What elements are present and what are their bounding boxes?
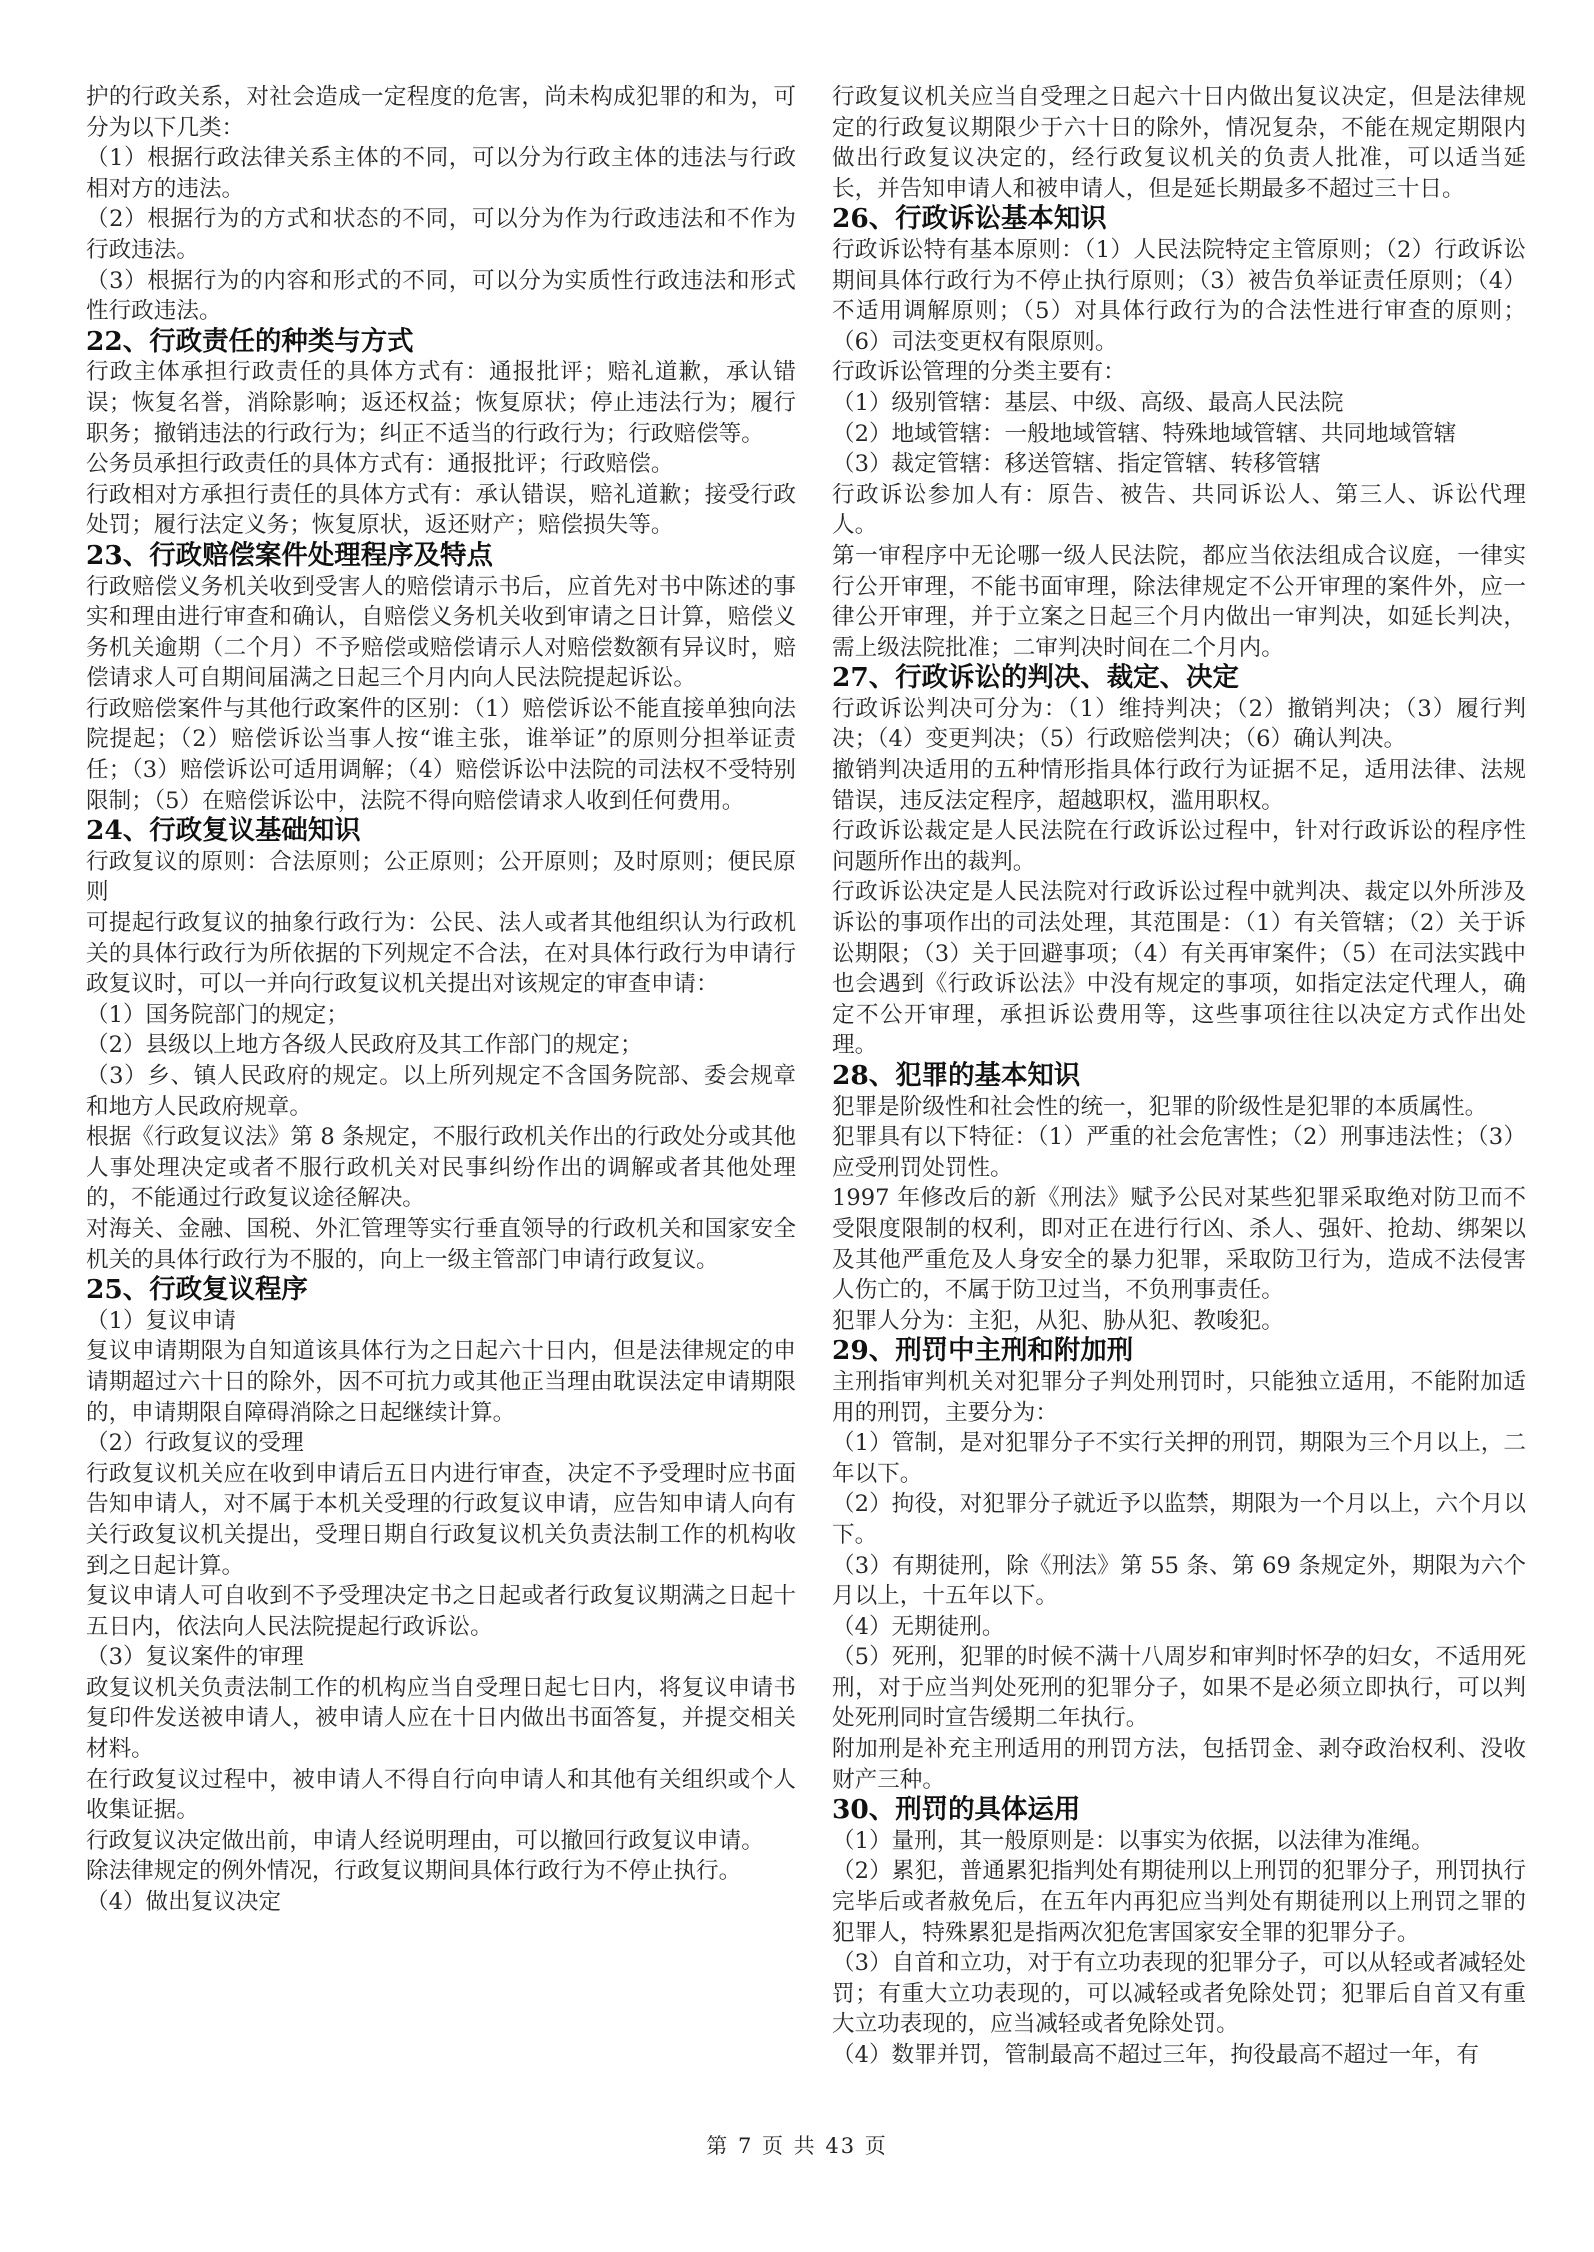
paragraph: 公务员承担行政责任的具体方式有：通报批评；行政赔偿。 (86, 451, 674, 478)
paragraph: （1）国务院部门的规定； (86, 1001, 349, 1028)
paragraph: 政复议机关负责法制工作的机构应当自受理日起七日内，将复议申请书复印件发送被申请人，被申请人应在十日内做出书面答复，并提交相关材料。 (86, 1674, 796, 1763)
section-heading: 28、犯罪的基本知识 (832, 1060, 1081, 1091)
paragraph: （3）根据行为的内容和形式的不同，可以分为实质性行政违法和形式性行政违法。 (86, 267, 796, 325)
paragraph: （1）复议申请 (86, 1307, 236, 1334)
left-column (86, 82, 796, 1918)
paragraph: 犯罪人分为：主犯，从犯、胁从犯、教唆犯。 (832, 1307, 1284, 1334)
paragraph: （2）行政复议的受理 (86, 1430, 304, 1457)
paragraph: 行政诉讼裁定是人民法院在行政诉讼过程中，针对行政诉讼的程序性问题所作出的裁判。 (832, 818, 1526, 875)
paragraph: （3）自首和立功，对于有立功表现的犯罪分子，可以从轻或者减轻处罚；有重大立功表现的，可以减轻或者免除处罚；犯罪后自首又有重大立功表现的，应当减轻或者免除处罚。 (832, 1950, 1526, 2038)
right-column (832, 82, 1526, 2071)
paragraph: （3）有期徒刑，除《刑法》第 55 条、第 69 条规定外，期限为六个月以上，十五年以下。 (832, 1552, 1526, 1610)
paragraph: 可提起行政复议的抽象行政行为：公民、法人或者其他组织认为行政机关的具体行政行为所依据的下列规定不合法，在对具体行政行为申请行政复议时，可以一并向行政复议机关提出对该规定的审查申请： (86, 910, 796, 998)
page-footer: 第 7 页 共 43 页 (706, 2134, 888, 2158)
paragraph: （1）量刑，其一般原则是：以事实为依据，以法律为准绳。 (832, 1827, 1434, 1854)
paragraph: 复议申请人可自收到不予受理决定书之日起或者行政复议期满之日起十五日内，依法向人民法院提起行政诉讼。 (86, 1583, 796, 1640)
paragraph: 1997 年修改后的新《刑法》赋予公民对某些犯罪采取绝对防卫而不受限度限制的权利，即对正在进行行凶、杀人、强奸、抢劫、绑架以及其他严重危及人身安全的暴力犯罪，采取防卫行为，造成不法侵害人伤亡的，不属于防卫过当，不负刑事责任。 (832, 1185, 1526, 1304)
paragraph: 复议申请期限为自知道该具体行为之日起六十日内，但是法律规定的申请期超过六十日的除外，因不可抗力或其他正当理由耽误法定申请期限的，申请期限自障碍消除之日起继续计算。 (86, 1338, 796, 1426)
paragraph: 行政复议决定做出前，申请人经说明理由，可以撤回行政复议申请。 (86, 1827, 764, 1854)
paragraph: （4）做出复议决定 (86, 1889, 282, 1916)
paragraph: （2）累犯，普通累犯指判处有期徒刑以上刑罚的犯罪分子，刑罚执行完毕后或者赦免后，在五年内再犯应当判处有期徒刑以上刑罚之罪的犯罪人，特殊累犯是指两次犯危害国家安全罪的犯罪分子。 (832, 1858, 1526, 1946)
paragraph: （4）无期徒刑。 (832, 1613, 1005, 1640)
paragraph: 行政诉讼判决可分为：（1）维持判决；（2）撤销判决；（3）履行判决；（4）变更判决；（5）行政赔偿判决；（6）确认判决。 (832, 695, 1526, 753)
section-heading: 22、行政责任的种类与方式 (86, 325, 414, 357)
paragraph: （2）拘役，对犯罪分子就近予以监禁，期限为一个月以上，六个月以下。 (832, 1491, 1526, 1548)
paragraph: 行政相对方承担行责任的具体方式有：承认错误，赔礼道歉；接受行政处罚；履行法定义务；恢复原状，返还财产；赔偿损失等。 (86, 481, 796, 539)
paragraph: （1）根据行政法律关系主体的不同，可以分为行政主体的违法与行政相对方的违法。 (86, 145, 796, 202)
section-heading: 23、行政赔偿案件处理程序及特点 (86, 539, 493, 571)
paragraph: 行政诉讼特有基本原则：（1）人民法院特定主管原则；（2）行政诉讼期间具体行政行为不停止执行原则；（3）被告负举证责任原则；（4）不适用调解原则；（5）对具体行政行为的合法性进行审查的原则；（6）司法变更权有限原则。 (832, 236, 1526, 355)
paragraph: 在行政复议过程中，被申请人不得自行向申请人和其他有关组织或个人收集证据。 (86, 1766, 796, 1824)
paragraph: 行政复议机关应当自受理之日起六十日内做出复议决定，但是法律规定的行政复议期限少于六十日的除外，情况复杂，不能在规定期限内做出行政复议决定的，经行政复议机关的负责人批准，可以适当延长，并告知申请人和被申请人，但是延长期最多不超过三十日。 (832, 84, 1526, 202)
paragraph: 对海关、金融、国税、外汇管理等实行垂直领导的行政机关和国家安全机关的具体行政行为不服的，向上一级主管部门申请行政复议。 (86, 1215, 796, 1273)
paragraph: （1）级别管辖：基层、中级、高级、最高人民法院 (832, 389, 1344, 416)
paragraph: 行政复议机关应在收到申请后五日内进行审查，决定不予受理时应书面告知申请人，对不属于本机关受理的行政复议申请，应告知申请人向有关行政复议机关提出，受理日期自行政复议机关负责法制工作的机构收到之日起计算。 (86, 1460, 796, 1579)
paragraph: （2）地域管辖：一般地域管辖、特殊地域管辖、共同地域管辖 (832, 420, 1457, 447)
paragraph: 行政赔偿义务机关收到受害人的赔偿请示书后，应首先对书中陈述的事实和理由进行审查和确认，自赔偿义务机关收到审请之日计算，赔偿义务机关逾期（二个月）不予赔偿或赔偿请示人对赔偿数额有异议时，赔偿请求人可自期间届满之日起三个月内向人民法院提起诉讼。 (86, 573, 796, 692)
section-heading: 24、行政复议基础知识 (86, 815, 361, 847)
paragraph: 撤销判决适用的五种情形指具体行政行为证据不足，适用法律、法规错误，违反法定程序，超越职权，滥用职权。 (832, 757, 1526, 814)
paragraph: （3）复议案件的审理 (86, 1644, 304, 1671)
paragraph: 附加刑是补充主刑适用的刑罚方法，包括罚金、剥夺政治权利、没收财产三种。 (832, 1736, 1526, 1793)
section-heading: 25、行政复议程序 (86, 1274, 308, 1306)
paragraph: 行政诉讼管理的分类主要有： (832, 359, 1126, 386)
paragraph: 行政复议的原则：合法原则；公正原则；公开原则；及时原则；便民原则 (86, 848, 796, 906)
paragraph: （4）数罪并罚，管制最高不超过三年，拘役最高不超过一年，有 (832, 2042, 1479, 2068)
paragraph: （2）根据行为的方式和状态的不同，可以分为作为行政违法和不作为行政违法。 (86, 206, 796, 263)
paragraph: 第一审程序中无论哪一级人民法院，都应当依法组成合议庭，一律实行公开审理，不能书面审理，除法律规定不公开审理的案件外，应一律公开审理，并于立案之日起三个月内做出一审判决，如延长判决，需上级法院批准；二审判决时间在二个月内。 (832, 542, 1526, 661)
paragraph: （1）管制，是对犯罪分子不实行关押的刑罚，期限为三个月以上，二年以下。 (832, 1430, 1526, 1487)
paragraph: （2）县级以上地方各级人民政府及其工作部门的规定； (86, 1032, 643, 1059)
section-heading: 29、刑罚中主刑和附加刑 (832, 1335, 1134, 1367)
paragraph: 行政诉讼决定是人民法院对行政诉讼过程中就判决、裁定以外所涉及诉讼的事项作出的司法处理，其范围是：（1）有关管辖；（2）关于诉讼期限；（3）关于回避事项；（4）有关再审案件；（5）在司法实践中也会遇到《行政诉讼法》中没有规定的事项，如指定法定代理人，确定不公开审理，承担诉讼费用等，这些事项往往以决定方式作出处理。 (832, 879, 1526, 1059)
paragraph: 犯罪具有以下特征：（1）严重的社会危害性；（2）刑事违法性；（3）应受刑罚处罚性。 (832, 1124, 1526, 1181)
paragraph: 根据《行政复议法》第 8 条规定，不服行政机关作出的行政处分或其他人事处理决定或者不服行政机关对民事纠纷作出的调解或者其他处理的，不能通过行政复议途径解决。 (86, 1124, 796, 1212)
section-heading: 26、行政诉讼基本知识 (832, 203, 1107, 235)
paragraph: 除法律规定的例外情况，行政复议期间具体行政行为不停止执行。 (86, 1858, 742, 1885)
paragraph: （5）死刑，犯罪的时候不满十八周岁和审判时怀孕的妇女，不适用死刑，对于应当判处死刑的犯罪分子，如果不是必须立即执行，可以判处死刑同时宣告缓期二年执行。 (832, 1644, 1526, 1732)
section-heading: 30、刑罚的具体运用 (832, 1794, 1081, 1826)
paragraph: 犯罪是阶级性和社会性的统一，犯罪的阶级性是犯罪的本质属性。 (832, 1093, 1488, 1120)
paragraph: 行政赔偿案件与其他行政案件的区别：（1）赔偿诉讼不能直接单独向法院提起；（2）赔偿诉讼当事人按“谁主张，谁举证”的原则分担举证责任；（3）赔偿诉讼可适用调解；（4）赔偿诉讼中法院的司法权不受特别限制；（5）在赔偿诉讼中，法院不得向赔偿请求人收到任何费用。 (86, 695, 796, 814)
section-heading: 27、行政诉讼的判决、裁定、决定 (832, 662, 1239, 694)
paragraph: 行政主体承担行政责任的具体方式有：通报批评；赔礼道歉，承认错误；恢复名誉，消除影响；返还权益；恢复原状；停止违法行为；履行职务；撤销违法的行政行为；纠正不适当的行政行为；行政赔偿等。 (86, 359, 796, 447)
paragraph: （3）乡、镇人民政府的规定。以上所列规定不含国务院部、委会规章和地方人民政府规章。 (86, 1063, 796, 1120)
paragraph: 行政诉讼参加人有：原告、被告、共同诉讼人、第三人、诉讼代理人。 (832, 481, 1526, 539)
paragraph: （3）裁定管辖：移送管辖、指定管辖、转移管辖 (832, 451, 1321, 478)
paragraph: 护的行政关系，对社会造成一定程度的危害，尚未构成犯罪的和为，可分为以下几类： (86, 84, 796, 141)
paragraph: 主刑指审判机关对犯罪分子判处刑罚时，只能独立适用，不能附加适用的刑罚，主要分为： (832, 1368, 1526, 1426)
